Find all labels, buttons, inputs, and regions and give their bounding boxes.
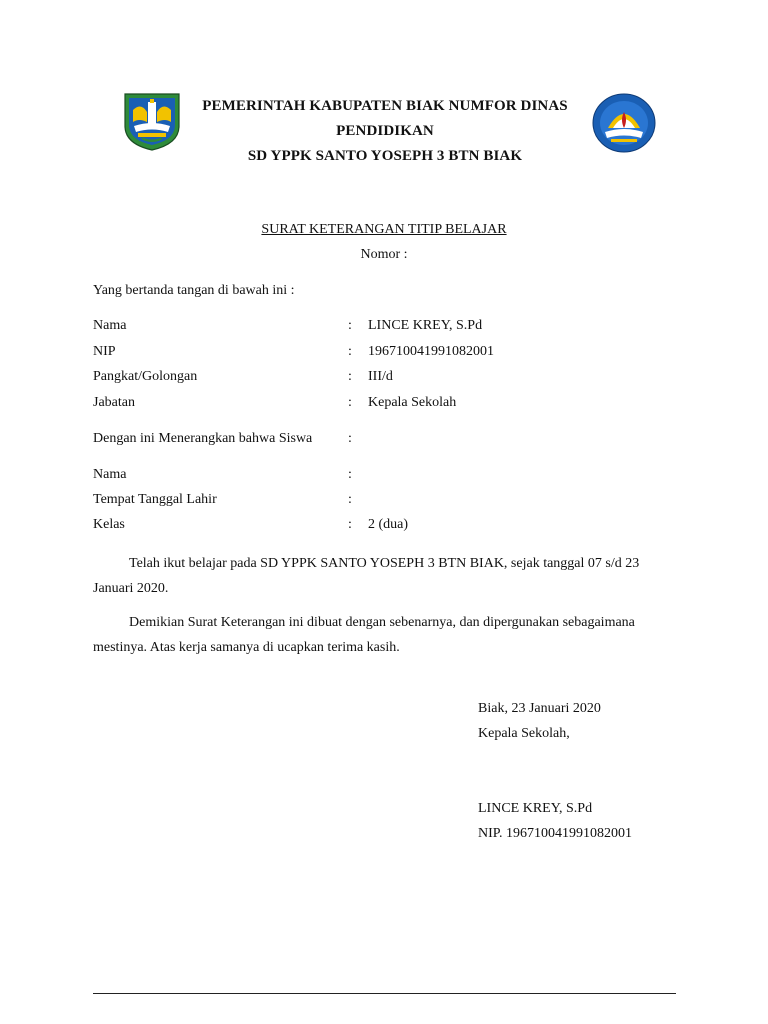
signature-position: Kepala Sekolah, [478, 726, 570, 741]
footer-divider [93, 993, 676, 994]
intro-text: Yang bertanda tangan di bawah ini : [93, 283, 295, 298]
statement-colon: : [348, 431, 352, 446]
field-label: Nama [93, 318, 127, 333]
letterhead-line-1: PEMERINTAH KABUPATEN BIAK NUMFOR DINAS [202, 98, 568, 114]
field-label: Jabatan [93, 395, 135, 410]
signature-nip: NIP. 196710041991082001 [478, 826, 633, 841]
field-value: Kepala Sekolah [368, 395, 457, 410]
signature-place-date: Biak, 23 Januari 2020 [478, 701, 601, 716]
field-colon: : [348, 492, 352, 507]
paragraph-2-text: Demikian Surat Keterangan ini dibuat dengan sebenarnya, dan dipergunakan sebagaimana mestinya. Atas kerja samanya di ucapkan terima kasih. [93, 615, 635, 655]
field-value: 196710041991082001 [368, 344, 494, 359]
paragraph-1-text: Telah ikut belajar pada SD YPPK SANTO YOSEPH 3 BTN BIAK, sejak tanggal 07 s/d 23 Januari 2020. [93, 556, 640, 596]
field-colon: : [348, 318, 352, 333]
field-colon: : [348, 517, 352, 532]
letterhead-line-3: SD YPPK SANTO YOSEPH 3 BTN BIAK [247, 148, 523, 164]
field-label: Kelas [93, 517, 125, 532]
field-value: III/d [368, 369, 393, 384]
statement-text: Dengan ini Menerangkan bahwa Siswa [93, 431, 313, 446]
signature-name: LINCE KREY, S.Pd [478, 801, 593, 816]
field-colon: : [348, 395, 352, 410]
letterhead-line-2: PENDIDIKAN [336, 123, 434, 139]
field-label: NIP [93, 344, 116, 359]
field-label: Tempat Tanggal Lahir [93, 492, 217, 507]
field-label: Pangkat/Golongan [93, 369, 198, 384]
field-value: LINCE KREY, S.Pd [368, 318, 483, 333]
paragraph-1 [93, 551, 673, 601]
field-value: 2 (dua) [368, 517, 409, 532]
field-colon: : [348, 344, 352, 359]
field-colon: : [348, 467, 352, 482]
paragraph-2 [93, 610, 673, 660]
field-colon: : [348, 369, 352, 384]
field-label: Nama [93, 467, 127, 482]
document-number: Nomor : [360, 247, 408, 262]
document-title: SURAT KETERANGAN TITIP BELAJAR [261, 222, 507, 237]
